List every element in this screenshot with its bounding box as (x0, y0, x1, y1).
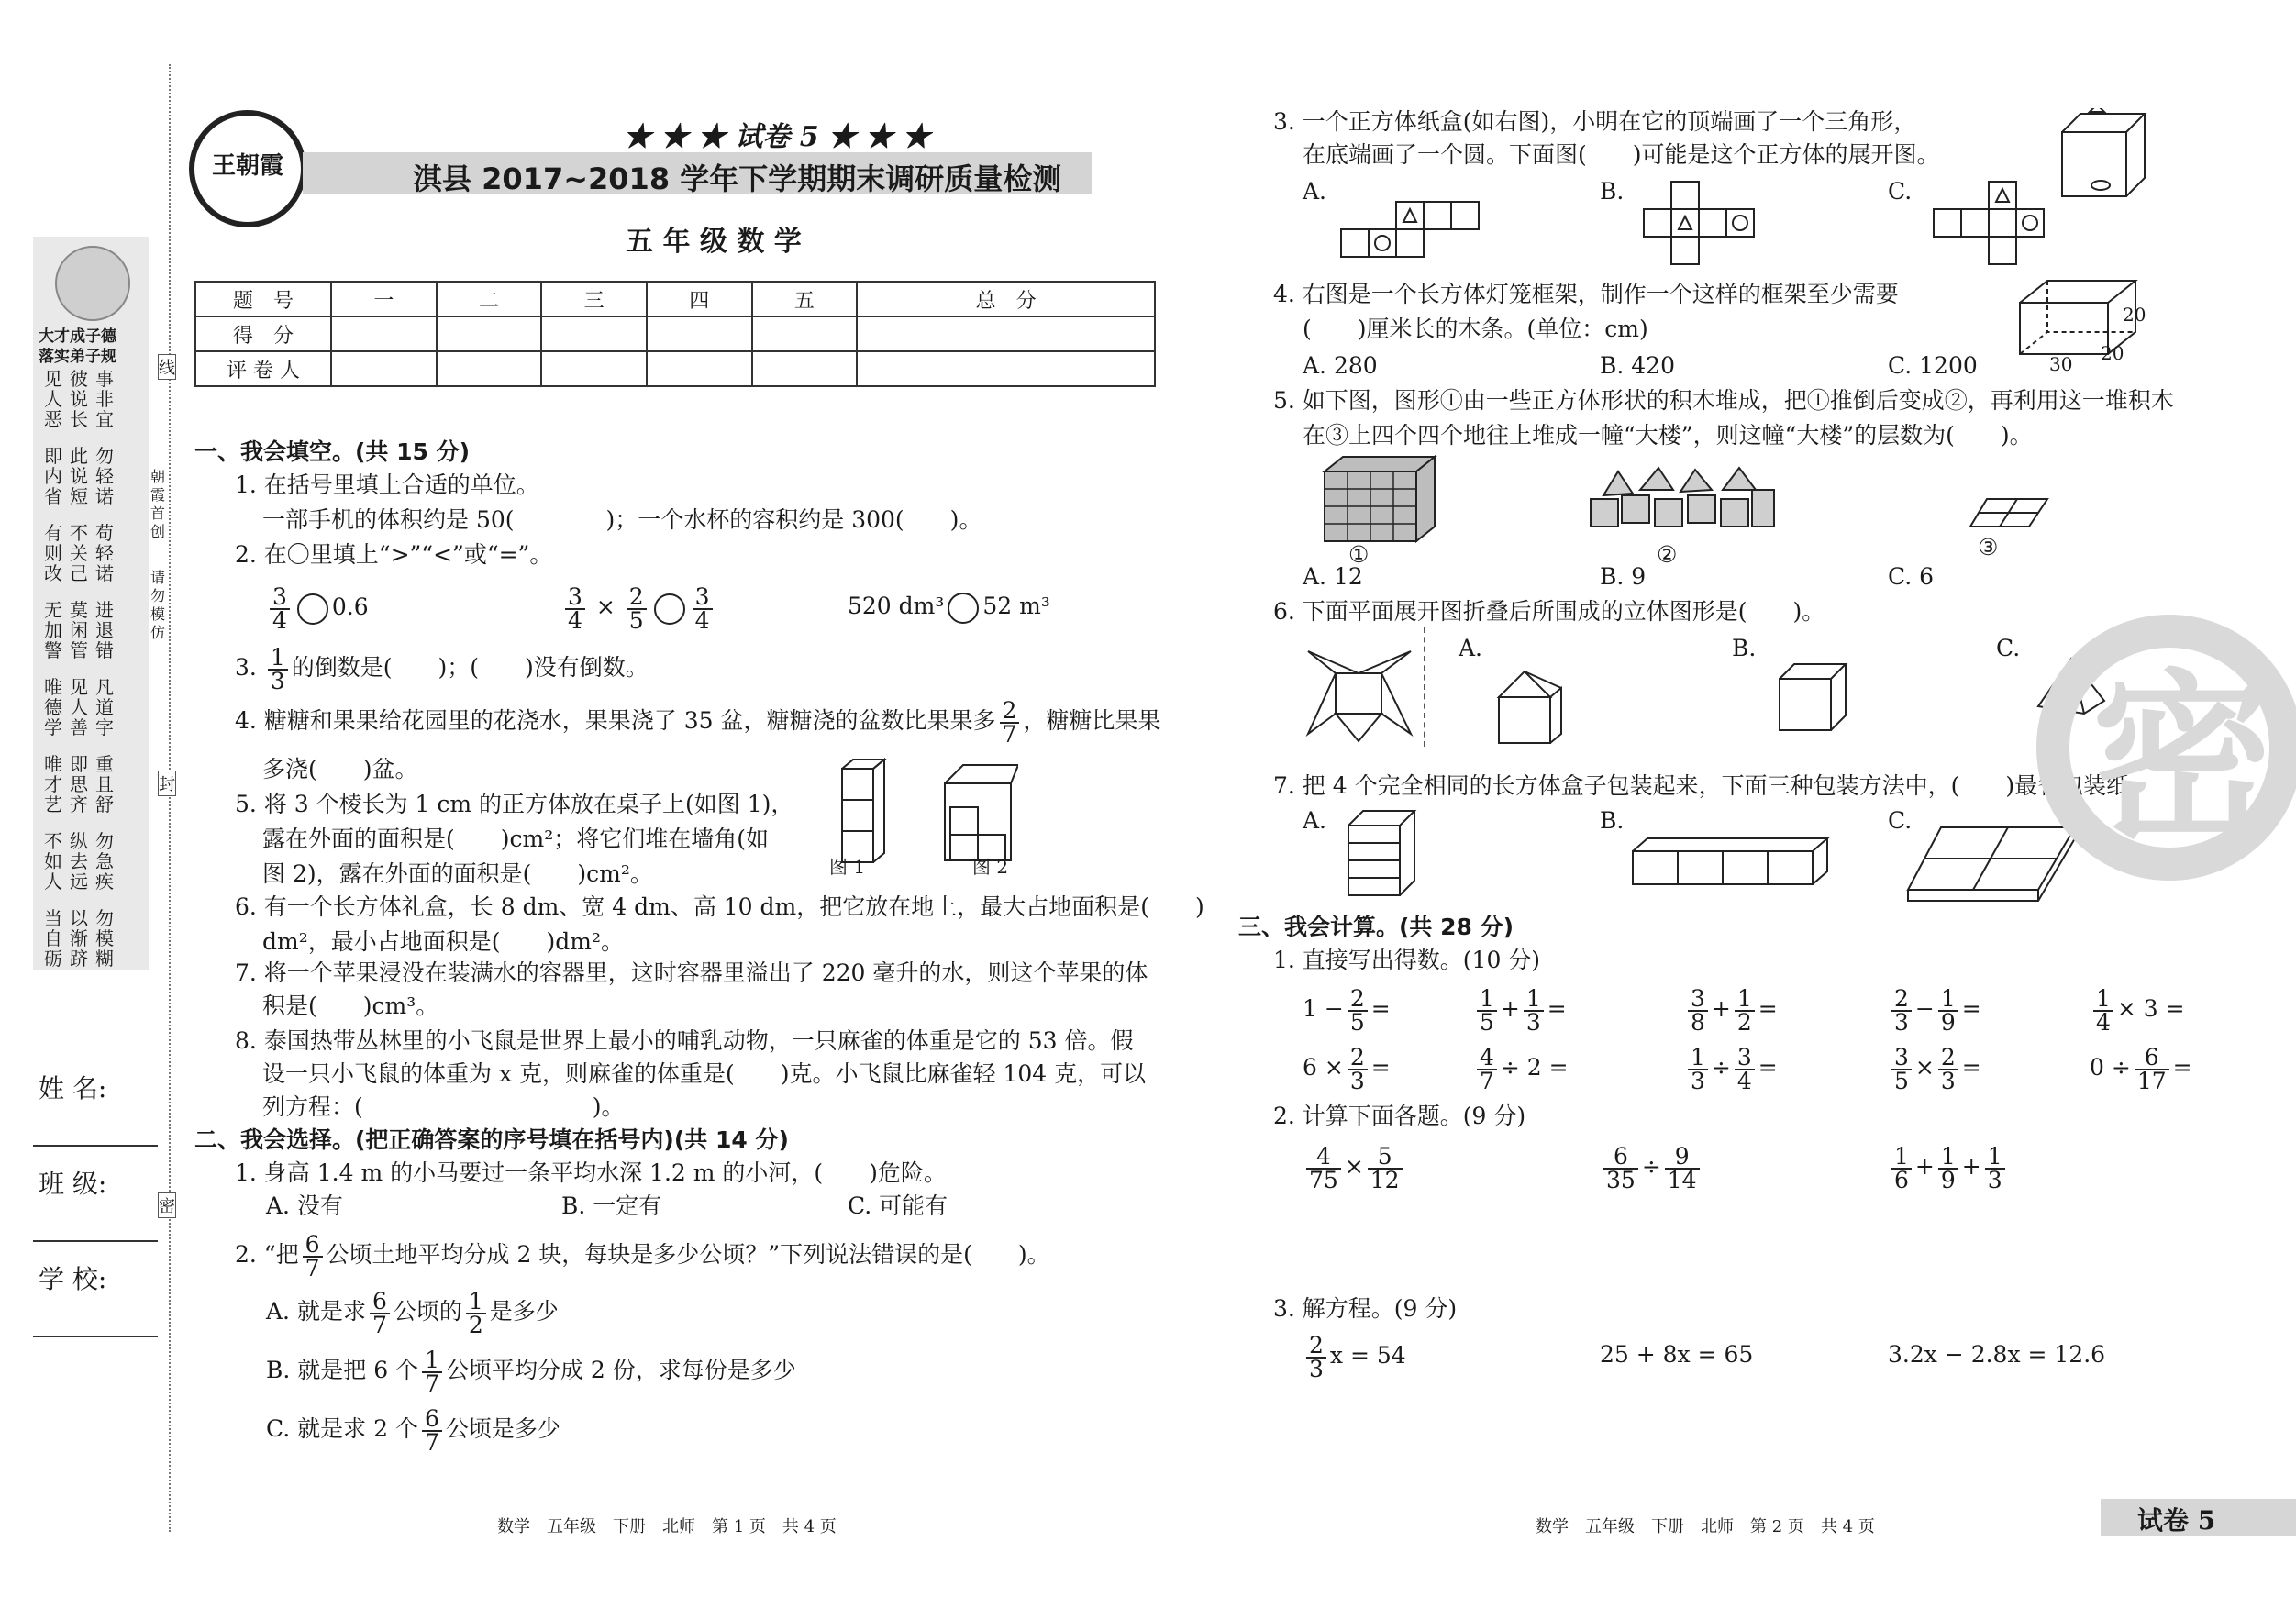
sidebar-verse: 凡道字 (95, 676, 114, 738)
p2-q2: 2. “把 $\frac{6}{7}$ 公顷土地平均分成 2 块，每块是多少公顷？”下列说法错误的是( )。 (235, 1230, 1050, 1281)
op: × 3 = (2116, 995, 2185, 1022)
op: = (1758, 1054, 1778, 1081)
mascot-icon (55, 246, 130, 321)
compare-circle[interactable] (948, 593, 979, 624)
sidebar-verse: 此说短 (70, 445, 88, 507)
p2-q7: 7. 把 4 个完全相同的长方体盒子包装起来，下面三种包装方法中，( )最省包装纸。 (1273, 772, 2153, 799)
text: 4. 糖糖和果果给花园里的花浇水，果果浇了 35 盆，糖糖浇的盆数比果果多 (235, 707, 996, 734)
op: = (1758, 995, 1778, 1022)
p1-q5a: 5. 将 3 个棱长为 1 cm 的正方体放在桌子上(如图 1)， (235, 791, 794, 817)
sidebar-verse: 苟轻诺 (95, 522, 114, 584)
motto-2: 落实弟子规 (39, 348, 116, 366)
op: ÷ 2 = (1500, 1054, 1569, 1081)
calc-9: $\frac{3}{5}$ × $\frac{2}{3}$ = (1888, 1042, 1981, 1093)
op: 0 ÷ (2090, 1054, 2131, 1081)
op: ÷ (1711, 1054, 1731, 1081)
side-note-1: 朝霞首创 (150, 468, 166, 540)
p2-q4a: 4. 右图是一个长方体灯笼框架，制作一个这样的框架至少需要 (1273, 281, 1899, 307)
sidebar-verse: 勿急疾 (95, 830, 114, 893)
footer-right: 数学 五年级 下册 北师 第 2 页 共 4 页 (1536, 1517, 1875, 1536)
p1-q8c: 列方程：( )。 (262, 1093, 625, 1120)
p2-q3-A: A. (1303, 178, 1327, 205)
op: = (1961, 995, 1981, 1022)
name-field[interactable] (33, 1145, 158, 1147)
side-note-2: 请勿模仿 (150, 569, 166, 641)
p2-q7-B: B. (1600, 807, 1625, 834)
value: 0.6 (331, 593, 369, 620)
calc-2: $\frac{1}{5}$ + $\frac{1}{3}$ = (1473, 983, 1567, 1035)
p1-q2-b: $\frac{3}{4}$ × $\frac{2}{5}$ $\frac{3}{4}$ (561, 582, 716, 633)
seal-char: 密 (2091, 654, 2276, 868)
table-cell: 四 (647, 282, 752, 316)
score-input[interactable] (437, 316, 542, 351)
calc-4: $\frac{2}{3}$ − $\frac{1}{9}$ = (1888, 983, 1981, 1035)
sidebar-verse: 见人善 (70, 676, 88, 738)
op: × (1344, 1153, 1364, 1180)
p3-s1: 1. 直接写出得数。(10 分) (1273, 947, 1541, 973)
score-input[interactable] (752, 316, 858, 351)
school-field[interactable] (33, 1336, 158, 1337)
p2-q3a: 3. 一个正方体纸盒(如右图)，小明在它的顶端画了一个三角形， (1273, 108, 1917, 135)
table-row (195, 282, 1155, 316)
sidebar-verse: 重且舒 (95, 753, 114, 815)
op: = (1961, 1054, 1981, 1081)
p1-q2-c (848, 591, 1050, 624)
op: − (1914, 995, 1935, 1022)
fig-label-3: ③ (1978, 534, 1999, 560)
sidebar-verse: 见人恶 (44, 368, 62, 430)
page-subtitle: 五 年 级 数 学 (626, 226, 802, 258)
value: 52 m³ (982, 593, 1050, 619)
text: A. 就是求 (266, 1298, 366, 1325)
op: + (1914, 1153, 1935, 1180)
fig2-label: 图 2 (972, 856, 1009, 878)
compare-circle[interactable] (297, 593, 328, 625)
divider (1424, 627, 1425, 747)
text: C. 就是求 2 个 (266, 1415, 418, 1442)
sidebar-verse: 无加警 (44, 599, 62, 661)
table-cell: 二 (437, 282, 542, 316)
dim-20b: 20 (2101, 342, 2124, 364)
p2-q2A: A. 就是求 $\frac{6}{7}$ 公顷的 $\frac{1}{2}$ 是多少 (266, 1287, 559, 1338)
part1-heading: 一、我会填空。(共 15 分) (194, 438, 471, 465)
p1-q2: 2. 在〇里填上“>”“<”或“=”。 (235, 541, 553, 568)
p2-q2C: C. 就是求 2 个 $\frac{6}{7}$ 公顷是多少 (266, 1404, 560, 1456)
p2-q1A: A. 没有 (266, 1192, 343, 1219)
sidebar-verse: 有则改 (44, 522, 62, 584)
score-input[interactable] (541, 316, 647, 351)
op: = (1547, 995, 1567, 1022)
p1-q5b: 露在外面的面积是( )cm²；将它们堆在墙角(如 (262, 826, 769, 852)
footer-left: 数学 五年级 下册 北师 第 1 页 共 4 页 (497, 1517, 837, 1536)
part2-heading: 二、我会选择。(把正确答案的序号填在括号内)(共 14 分) (194, 1126, 789, 1153)
text: 的倒数是( )；( )没有倒数。 (291, 654, 649, 681)
op: × (595, 593, 616, 620)
sidebar-verse: 彼说长 (70, 368, 88, 430)
sidebar-verse: 勿轻诺 (95, 445, 114, 507)
cube-box-figure (2055, 108, 2156, 200)
margin-char-1: 线 (158, 354, 176, 380)
text: 公顷是多少 (445, 1415, 560, 1442)
table-cell: 五 (752, 282, 858, 316)
sidebar-verse: 进退错 (95, 599, 114, 661)
op: = (2172, 1054, 2192, 1081)
p2-q5C: C. 6 (1888, 563, 1935, 590)
table-cell: 得 分 (195, 316, 331, 351)
sidebar-verse: 即内省 (44, 445, 62, 507)
score-input[interactable] (331, 351, 437, 386)
margin-char-3: 密 (158, 1192, 176, 1218)
p1-q1: 1. 在括号里填上合适的单位。 (235, 471, 539, 498)
p1-q3: 3. $\frac{1}{3}$ 的倒数是( )；( )没有倒数。 (235, 643, 649, 694)
p1-q7a: 7. 将一个苹果浸没在装满水的容器里，这时容器里溢出了 220 毫升的水，则这个苹果的体 (235, 959, 1148, 986)
calc-b1: $\frac{4}{75}$ × $\frac{5}{12}$ (1303, 1141, 1406, 1192)
table-cell: 评 卷 人 (195, 351, 331, 386)
motto-1: 大才成子德 (39, 327, 116, 346)
table-cell: 总 分 (857, 282, 1155, 316)
op: = (1370, 995, 1391, 1022)
school-label: 学 校: (39, 1264, 107, 1294)
p2-q6-A: A. (1459, 635, 1483, 661)
p1-q8a: 8. 泰国热带丛林里的小飞鼠是世界上最小的哺乳动物，一只麻雀的体重是它的 53 倍。假 (235, 1027, 1134, 1054)
p2-q5B: B. 9 (1600, 563, 1647, 590)
p2-q6-C: C. (1996, 635, 2021, 661)
compare-circle[interactable] (654, 593, 685, 625)
p2-q3b: 在底端画了一个圆。下面图( )可能是这个正方体的展开图。 (1303, 141, 1940, 168)
class-field[interactable] (33, 1240, 158, 1242)
header-badge: ★ ★ ★ 试卷 5 ★ ★ ★ (624, 121, 931, 153)
calc-7: $\frac{4}{7}$ ÷ 2 = (1473, 1042, 1569, 1093)
p2-q2B: B. 就是把 6 个 $\frac{1}{7}$ 公顷平均分成 2 份，求每份是多少 (266, 1346, 796, 1397)
name-label: 姓 名: (39, 1073, 107, 1103)
sidebar-verse: 纵去远 (70, 830, 88, 893)
p2-q7-C: C. (1888, 807, 1913, 834)
text: x = 54 (1329, 1342, 1406, 1369)
net-C-figure (1932, 180, 2051, 268)
sidebar-verse: 莫闲管 (70, 599, 88, 661)
fraction: $\frac{3}{4}$ (270, 586, 290, 632)
prism-A-figure (1492, 664, 1565, 747)
sidebar-verse: 唯才艺 (44, 753, 62, 815)
table-cell: 一 (331, 282, 437, 316)
badge-text: 试卷 5 (735, 121, 819, 153)
calc-b2: $\frac{6}{35}$ ÷ $\frac{9}{14}$ (1600, 1141, 1703, 1192)
eq-B: 25 + 8x = 65 (1600, 1341, 1754, 1368)
dim-20a: 20 (2123, 304, 2146, 326)
sidebar-verse: 不如人 (44, 830, 62, 893)
score-input[interactable] (331, 316, 437, 351)
calc-5: $\frac{1}{4}$ × 3 = (2090, 983, 2185, 1035)
text: 公顷土地平均分成 2 块，每块是多少公顷？”下列说法错误的是( )。 (326, 1241, 1050, 1268)
sidebar-verse: 事非宜 (95, 368, 114, 430)
text: 公顷的 (393, 1298, 462, 1325)
op: = (1370, 1054, 1391, 1081)
p1-q5c: 图 2)，露在外面的面积是( )cm²。 (262, 860, 653, 887)
sidebar-verse: 以渐跻 (70, 907, 88, 970)
p2-q1B: B. 一定有 (561, 1192, 662, 1219)
p2-q1C: C. 可能有 (848, 1192, 948, 1219)
p2-q4B: B. 420 (1600, 352, 1675, 379)
p2-q5b: 在③上四个四个地往上堆成一幢“大楼”，则这幢“大楼”的层数为( )。 (1303, 422, 2033, 449)
class-label: 班 级: (39, 1169, 107, 1199)
text: 公顷平均分成 2 份，求每份是多少 (445, 1357, 796, 1383)
text: ，糖糖比果果 (1023, 707, 1161, 734)
page-title: 淇县 2017~2018 学年下学期期末调研质量检测 (413, 161, 1062, 196)
p2-q6: 6. 下面平面展开图折叠后所围成的立体图形是( )。 (1273, 598, 1825, 625)
fig-label-1: ① (1348, 541, 1370, 568)
calc-3: $\frac{3}{8}$ + $\frac{1}{2}$ = (1684, 983, 1778, 1035)
op: 1 − (1303, 995, 1344, 1022)
dim-30: 30 (2049, 353, 2073, 375)
net-figure (1304, 642, 1414, 743)
p3-s2: 2. 计算下面各题。(9 分) (1273, 1103, 1526, 1129)
op: + (1711, 995, 1731, 1022)
calc-1: 1 − $\frac{2}{5}$ = (1303, 984, 1391, 1036)
p2-q5A: A. 12 (1303, 563, 1363, 590)
p1-q6a: 6. 有一个长方体礼盒，长 8 dm、宽 4 dm、高 10 dm，把它放在地上，最大占地面积是( ) (235, 893, 1204, 920)
cut-line (169, 64, 171, 1532)
score-input[interactable] (437, 351, 542, 386)
calc-6: 6 × $\frac{2}{3}$ = (1303, 1043, 1391, 1094)
sidebar-verse: 当自砺 (44, 907, 62, 970)
op: × (1914, 1054, 1935, 1081)
margin-char-2: 封 (158, 771, 176, 796)
table-row (195, 351, 1155, 386)
pack-A-figure (1345, 807, 1418, 899)
eq-C: 3.2x − 2.8x = 12.6 (1888, 1341, 2106, 1368)
p1-q4c: 多浇( )盆。 (262, 756, 418, 782)
sidebar-verse: 唯德学 (44, 676, 62, 738)
calc-10: 0 ÷ $\frac{6}{17}$ = (2090, 1043, 2192, 1094)
table-row (195, 316, 1155, 351)
p2-q7-A: A. (1303, 807, 1327, 834)
table-cell: 三 (541, 282, 647, 316)
score-input[interactable] (541, 351, 647, 386)
net-A-figure (1339, 200, 1486, 259)
p1-q2-a (266, 582, 369, 633)
net-B-figure (1642, 180, 1761, 268)
score-input[interactable] (857, 316, 1155, 351)
calc-8: $\frac{1}{3}$ ÷ $\frac{3}{4}$ = (1684, 1042, 1778, 1093)
block-stack-figure (1321, 453, 1440, 545)
scattered-blocks-figure (1585, 462, 1778, 536)
sidebar-verse: 即思齐 (70, 753, 88, 815)
footer-badge: 试卷 5 (2137, 1505, 2216, 1536)
p3-s3: 3. 解方程。(9 分) (1273, 1295, 1458, 1322)
p1-q8b: 设一只小飞鼠的体重为 x 克，则麻雀的体重是( )克。小飞鼠比麻雀轻 104 克，可以 (262, 1060, 1147, 1087)
p2-q3-B: B. (1600, 178, 1625, 205)
p2-q5a: 5. 如下图，图形①由一些正方体形状的积木堆成，把①推倒后变成②，再利用这一堆积木 (1273, 387, 2174, 414)
value: 520 dm³ (848, 593, 945, 619)
p2-q4b: ( )厘米长的木条。(单位：cm) (1303, 316, 1648, 342)
text: B. 就是把 6 个 (266, 1357, 419, 1383)
p1-q4: 4. 糖糖和果果给花园里的花浇水，果果浇了 35 盆，糖糖浇的盆数比果果多 $\frac{2}{7}$ ，糖糖比果果 (235, 696, 1161, 748)
p1-q6b: dm²，最小占地面积是( )dm²。 (262, 928, 624, 955)
p2-q4C: C. 1200 (1888, 352, 1978, 379)
p2-q4A: A. 280 (1303, 352, 1378, 379)
p2-q3-C: C. (1888, 178, 1913, 205)
score-input[interactable] (647, 351, 752, 386)
op: + (1500, 995, 1520, 1022)
p2-q1: 1. 身高 1.4 m 的小马要过一条平均水深 1.2 m 的小河，( )危险。 (235, 1159, 947, 1186)
op: ÷ (1641, 1153, 1661, 1180)
op: + (1961, 1153, 1981, 1180)
text: 2. “把 (235, 1241, 299, 1268)
eq-A: $\frac{2}{3}$ x = 54 (1303, 1330, 1406, 1381)
op: 6 × (1303, 1054, 1344, 1081)
p2-q6-B: B. (1732, 635, 1757, 661)
sidebar-verse: 勿模糊 (95, 907, 114, 970)
logo (189, 110, 306, 227)
calc-b3: $\frac{1}{6}$ + $\frac{1}{9}$ + $\frac{1}{3}$ (1888, 1141, 2009, 1192)
pack-B-figure (1629, 835, 1831, 890)
part3-heading: 三、我会计算。(共 28 分) (1238, 914, 1514, 940)
score-input[interactable] (857, 351, 1155, 386)
sidebar-verse: 不关己 (70, 522, 88, 584)
text: 是多少 (489, 1298, 559, 1325)
fig-label-2: ② (1657, 541, 1678, 568)
table-cell: 题 号 (195, 282, 331, 316)
logo-text: 王朝霞 (211, 152, 283, 180)
pack-C-figure (1904, 824, 2079, 906)
cube-B-figure (1776, 660, 1849, 734)
base-grid-figure (1969, 495, 2051, 532)
score-table (194, 281, 1156, 387)
fig1-label: 图 1 (829, 856, 866, 878)
score-input[interactable] (752, 351, 858, 386)
p1-q1a: 一部手机的体积约是 50( )；一个水杯的容积约是 300( )。 (262, 506, 982, 533)
score-input[interactable] (647, 316, 752, 351)
p1-q7b: 积是( )cm³。 (262, 993, 439, 1019)
